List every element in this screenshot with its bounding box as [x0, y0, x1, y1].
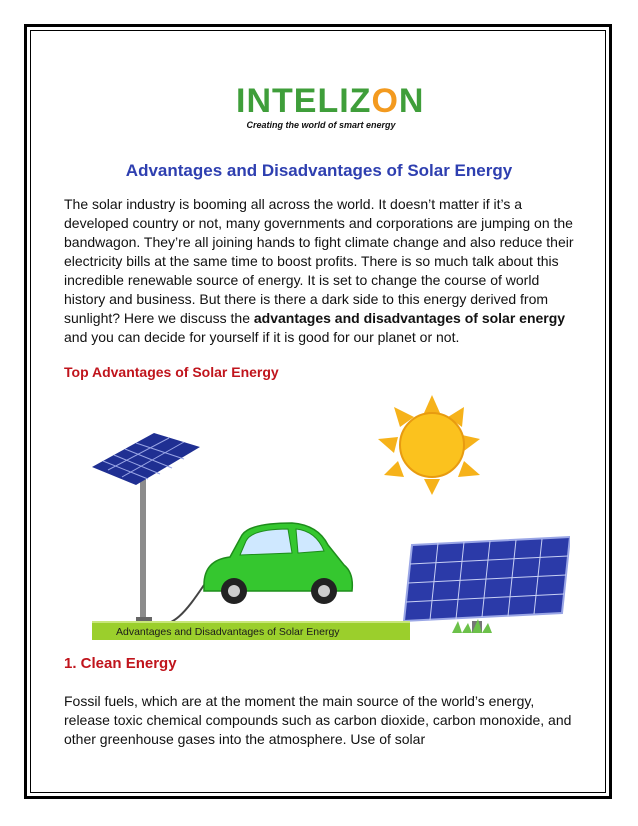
section-heading-advantages: Top Advantages of Solar Energy	[64, 364, 279, 380]
banner-text: Advantages and Disadvantages of Solar Energy	[116, 626, 340, 638]
pole-solar-panel-icon	[92, 433, 200, 625]
electric-car-icon	[204, 523, 352, 604]
heading-clean-energy: 1. Clean Energy	[64, 655, 177, 672]
intelizon-logo	[236, 82, 425, 130]
intro-paragraph: The solar industry is booming all across the world. It doesn’t matter if it’s a developed country or not, many governments and corporations are jumping on the bandwagon. They’re all joining hands to fight climate change and also reduce their electricity bills at the same time to boost profits. There is so much talk about this incredible renewable source of energy. It is set to change the course of world history and business. But there is there a dark side to this energy derived from sunlight? Here we discuss the advantages and disadvantages of solar energy and you can decide for yourself if it is good for our planet or not.	[64, 196, 574, 345]
clean-energy-paragraph: Fossil fuels, which are at the moment the main source of the world’s energy, release toxic chemical compounds such as carbon dioxide, carbon monoxide, and other greenhouse gases into the atmosphere. Use of solar	[64, 693, 572, 747]
logo-wordmark: INTELIZON	[236, 82, 425, 120]
intro-bold-phrase: advantages and disadvantages of solar energy	[253, 310, 566, 326]
page-title: Advantages and Disadvantages of Solar Energy	[125, 161, 513, 180]
sun-icon	[378, 395, 480, 495]
logo-tagline: Creating the world of smart energy	[246, 120, 396, 130]
solar-illustration	[92, 395, 570, 640]
ground-solar-panel-icon	[404, 537, 570, 633]
